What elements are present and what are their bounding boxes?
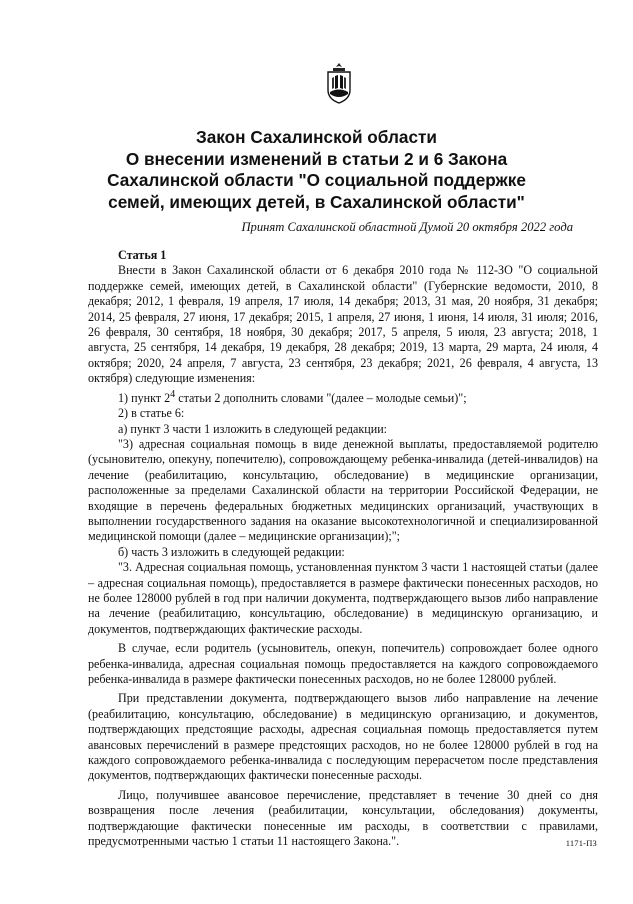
- sakhalin-coat-of-arms-icon: [326, 62, 352, 104]
- document-code: 1171-ПЗ: [565, 838, 597, 848]
- item-2: 2) в статье 6:: [118, 406, 185, 421]
- item-1: [88, 387, 598, 406]
- article-intro: Внести в Закон Сахалинской области от 6 декабря 2010 года № 112-ЗО "О социальной поддержке семей, имеющих детей, в Сахалинской области" (Губернские ведомости, 2010, 8 декабря; 2012, 1 февраля, 19 апреля, 17 июля, 14 декабря; 2013, 31 мая, 20 ноября, 31 декабря; 2014, 25 февраля, 27 июня, 17 декабря; 2015, 1 апреля, 27 июня, 1 июня, 14 июля, 31 июля; 2016, 26 февраля, 30 сентября, 18 ноября, 30 декабря; 2017, 5 апреля, 5 июля, 23 августа; 2018, 1 августа, 25 сентября, 14 декабря, 19 декабря, 28 декабря; 2019, 13 марта, 29 марта, 24 июля, 4 октября; 2020, 24 апреля, 7 августа, 23 сентября, 23 декабря; 2021, 26 февраля, 4 августа, 13 октября) следующие изменения:: [88, 263, 598, 386]
- title-line-2: О внесении изменений в статьи 2 и 6 Закона: [125, 148, 508, 169]
- paragraph-case: В случае, если родитель (усыновитель, опекун, попечитель) сопровождает более одного ребенка-инвалида, адресная социальная помощь предоставляется на каждого сопровождаемого ребенка-инвалида в размере фактически понесенных расходов, но не более 128000 рублей.: [88, 641, 598, 686]
- paragraph-advance: При представлении документа, подтверждающего вызов либо направление на лечение (реабилитацию, консультацию, обследование) в медицинскую организацию, и документов, подтверждающих предстоящие расходы, адресная социальная помощь предоставляется путем авансовых перечислений в размере предстоящих расходов, но не более 128000 рублей в год на каждого сопровождаемого ребенка-инвалида с последующим перерасчетом после представления документов, подтверждающих фактически понесенные расходы.: [88, 691, 598, 783]
- title-line-3: Сахалинской области "О социальной поддержке: [107, 170, 526, 190]
- article-heading: Статья 1: [118, 248, 167, 262]
- item-1-prefix: 1) пункт 2: [118, 390, 171, 405]
- paragraph-3: "3. Адресная социальная помощь, установленная пунктом 3 части 1 настоящей статьи (далее – адресная социальная помощь), предоставляется в размере фактически понесенных расходов, но не более 128000 рублей в год при наличии документа, подтверждающего вызов либо направление на лечение (реабилитацию, консультацию, обследование) в медицинскую организацию, и документов, подтверждающих фактические расходы.: [88, 560, 598, 636]
- document-title: [90, 127, 543, 213]
- title-line-1: Закон Сахалинской области: [195, 127, 437, 147]
- paragraph-person: Лицо, получившее авансовое перечисление, представляет в течение 30 дней со дня возвращения после лечения (реабилитации, консультации, обследования) документы, подтверждающие фактически понесенные им расходы, в соответствии с правилами, предусмотренными частью 1 статьи 11 настоящего Закона.".: [88, 787, 598, 849]
- title-line-4: семей, имеющих детей, в Сахалинской области": [108, 191, 525, 212]
- item-2a: а) пункт 3 части 1 изложить в следующей редакции:: [118, 421, 388, 436]
- item-2b: б) часть 3 изложить в следующей редакции:: [118, 544, 345, 559]
- item-1-superscript: 4: [170, 388, 176, 400]
- item-1-suffix: статьи 2 дополнить словами "(далее – молодые семьи)";: [175, 390, 467, 405]
- adoption-note: Принят Сахалинской областной Думой 20 октября 2022 года: [241, 220, 573, 234]
- item-2a-quote: "3) адресная социальная помощь в виде денежной выплаты, предоставляемой родителю (усыновителю, опекуну, попечителю), сопровождающему ребенка-инвалида (детей-инвалидов) на лечение (реабилитацию, консультацию, обследование) в медицинские организации, расположенные за пределами Сахалинской области на территории Российской Федерации, не входящие в перечень федеральных бюджетных медицинских организаций, участвующих в выполнении государственного задания на оказание высокотехнологичной и специализированной медицинской помощи (далее – медицинские организации);";: [88, 436, 598, 544]
- document-body: [88, 248, 598, 849]
